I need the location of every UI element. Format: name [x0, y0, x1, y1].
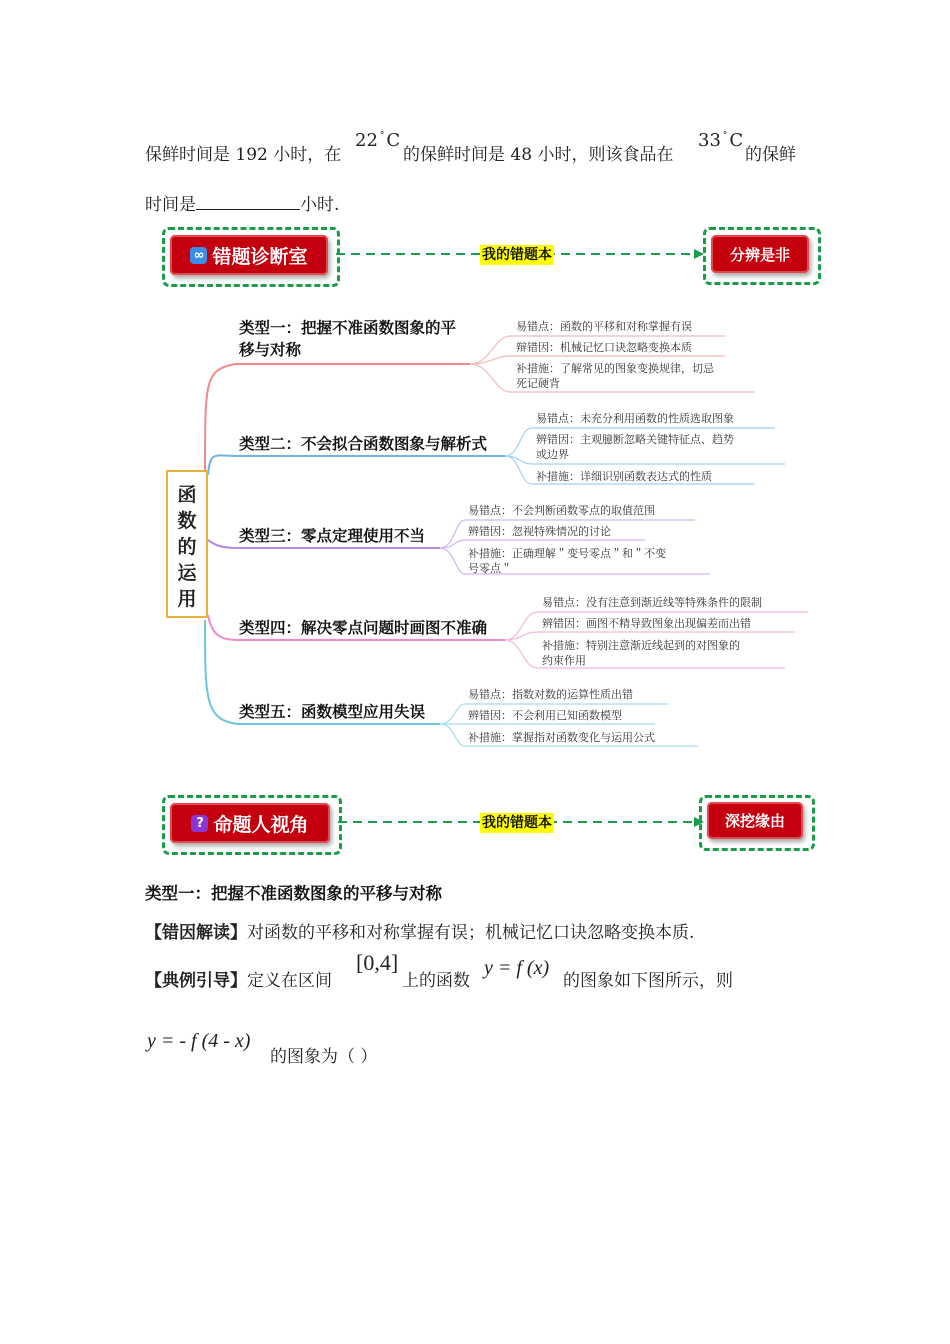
branch-1-title: 类型一：把握不准函数图象的平 移与对称	[239, 319, 457, 359]
branch-4-leaf-2: 辨错因：画图不精导致图象出现偏差而出错	[542, 617, 751, 630]
branch-1-leaf-2: 辩错因：机械记忆口诀忽略变换本质	[516, 341, 692, 354]
branch-5-leaf-2: 辨错因：不会利用已知函数模型	[468, 709, 622, 722]
example-text-c: 的图象如下图所示，则	[563, 971, 733, 991]
mindmap-root: 函 数 的 运 用	[166, 470, 208, 618]
branch-3-leaf-3: 补措施：正确理解＂变号零点＂和＂不变	[468, 547, 666, 560]
branch-2-leaf-1: 易错点：未充分利用函数的性质选取图象	[536, 412, 734, 425]
link-icon: ∞	[190, 247, 207, 264]
section-title: 类型一：把握不准函数图象的平移与对称	[145, 884, 442, 903]
branch-2-leaf-3: 或边界	[536, 448, 569, 461]
branch-2-leaf-4: 补措施：详细识别函数表达式的性质	[536, 470, 712, 483]
branch-5-leaf-3: 补措施：掌握指对函数变化与运用公式	[468, 731, 655, 744]
branch-2-title: 类型二：不会拟合函数图象与解析式	[239, 435, 488, 453]
branch-1-leaf-1: 易错点：函数的平移和对称掌握有误	[516, 320, 692, 333]
banner1-left-button[interactable]: ∞ 错题诊断室	[170, 235, 328, 275]
banner2-middle-label: 我的错题本	[482, 815, 552, 831]
branch-5-title: 类型五：函数模型应用失误	[239, 703, 426, 721]
temperature-1: 22 ° C	[355, 130, 401, 151]
answer-blank[interactable]	[196, 195, 300, 210]
interval-expression: [0,4]	[356, 950, 399, 975]
branch-2-line	[208, 455, 505, 475]
banner1-middle-label: 我的错题本	[482, 247, 552, 263]
question-text: 的图象为（ ）	[270, 1047, 378, 1067]
intro-line-1: 保鲜时间是 192 小时，在	[145, 145, 342, 165]
branch-3-title: 类型三：零点定理使用不当	[239, 527, 426, 545]
branch-1-leaf-4: 死记硬背	[516, 377, 560, 390]
intro-line-1b: 的保鲜时间是 48 小时，则该食品在	[403, 145, 674, 165]
branch-1-leaf-3: 补措施：了解常见的图象变换规律，切忌	[516, 362, 714, 375]
branch-4-leaf-3: 补措施：特别注意渐近线起到的对图象的	[542, 639, 740, 652]
temperature-2: 33 ° C	[698, 130, 744, 151]
branch-4-leaf-1: 易错点：没有注意到渐近线等特殊条件的限制	[542, 596, 762, 609]
question-icon: ?	[191, 815, 208, 832]
branch-4-leaf-4: 约束作用	[542, 654, 586, 667]
banner2-right-button[interactable]: 深挖缘由	[707, 802, 803, 839]
branch-4-title: 类型四：解决零点问题时画图不准确	[239, 619, 488, 637]
branch-3-leaf-2: 辨错因：忽视特殊情况的讨论	[468, 525, 611, 538]
banner2-left-button[interactable]: ? 命题人视角	[170, 803, 330, 843]
question-expression: y = - f (4 - x)	[147, 1030, 251, 1052]
branch-3-leaf-4: 号零点＂	[468, 562, 512, 575]
branch-3-leaf-1: 易错点：不会判断函数零点的取值范围	[468, 504, 655, 517]
branch-5-leaf-1: 易错点：指数对数的运算性质出错	[468, 688, 633, 701]
example-text-b: 上的函数	[402, 971, 470, 991]
branch-2-leaf-2: 辨错因：主观臆断忽略关键特征点、趋势	[536, 433, 734, 446]
banner1-right-button[interactable]: 分辨是非	[711, 235, 809, 273]
intro-line-1c: 的保鲜	[745, 145, 796, 165]
intro-line-2: 时间是 小时.	[145, 195, 340, 215]
error-analysis: 【错因解读】对函数的平移和对称掌握有误；机械记忆口诀忽略变换本质.	[145, 923, 695, 943]
function-expression: y = f (x)	[484, 957, 550, 979]
example-intro: 【典例引导】定义在区间	[145, 971, 332, 991]
